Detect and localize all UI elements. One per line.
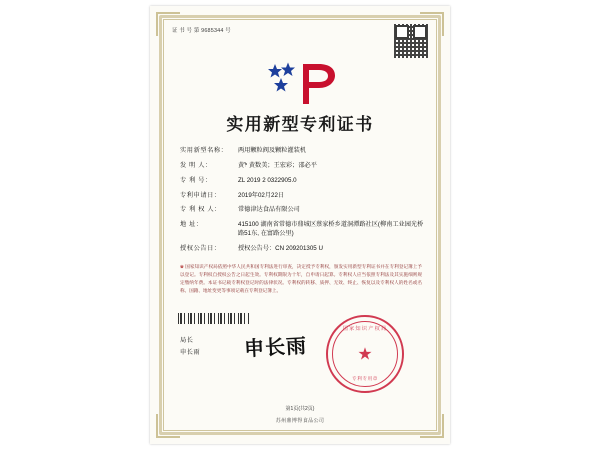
- director-signature-labels: [180, 335, 200, 359]
- notice-body: 国家知识产权局依照中华人民共和国专利法进行审查，决定授予专利权，颁发实用新型专利证书并在专利登记簿上予以登记。专利权自授权公告之日起生效。专利权期限为十年，自申请日起算。专利权人应当依照专利法及其实施细则规定缴纳年费。本证书记载专利权登记时的法律状况。专利权的转移、质押、无效、终止、恢复以及专利权人的姓名或名称、国籍、地址变更等事项记载在专利登记簿上。: [180, 263, 422, 293]
- field-label: 专 利 号：: [180, 176, 212, 184]
- certificate-fields: [170, 147, 430, 253]
- field-label: 实用新型名称：: [180, 147, 228, 154]
- field-row: [180, 162, 426, 170]
- notice-marker-icon: ※: [180, 263, 184, 269]
- field-value: ZL 2019 2 0322905.0: [238, 176, 297, 184]
- field-value: 两用颗粒阀及颗粒灌装机: [238, 147, 307, 154]
- handwritten-signature: 申长雨: [243, 335, 308, 361]
- field-label: 授权公告日：: [180, 244, 221, 252]
- legal-notice-text: [180, 263, 422, 295]
- star-icon: ★: [357, 344, 373, 364]
- director-title-label: 局长: [180, 337, 194, 344]
- page-number: 第1页(共2页): [285, 406, 315, 412]
- field-row: [180, 245, 426, 253]
- field-label: 专 利 权 人：: [180, 206, 221, 214]
- footer-organization: 苏州鼎博得食品公司: [275, 418, 325, 424]
- field-value: 2019年02月22日: [238, 191, 285, 199]
- field-row: [180, 147, 426, 155]
- field-value: 常德津达食品有限公司: [238, 206, 300, 214]
- field-row: [180, 221, 426, 238]
- field-label: 地 址：: [180, 221, 203, 229]
- signature-area: [170, 313, 430, 391]
- certificate-serial-number: 证 书 号 第 9685344 号: [172, 28, 231, 34]
- field-value: 授权公告号：CN 209201305 U: [238, 244, 323, 252]
- field-row: [180, 192, 426, 200]
- page-title: 实用新型专利证书: [226, 115, 374, 134]
- barcode-icon: [178, 313, 250, 324]
- field-row: [180, 177, 426, 185]
- certificate-header-row: [170, 24, 430, 66]
- seal-top-text: 国家知识产权局: [342, 326, 388, 332]
- patent-certificate-sheet: [150, 6, 450, 444]
- certificate-content: [170, 24, 430, 426]
- field-value: 黄෦ 黄数美；王宏彩；邵必平: [238, 161, 317, 169]
- field-value: 415100 湖南省常德市鼎城区蔡家桥乡道洞潭路社区(柳南工业园光桥路51东, 在富路公里): [238, 221, 424, 237]
- field-row: [180, 206, 426, 214]
- qr-code-icon: [394, 24, 428, 58]
- seal-bottom-text: 专利专用章: [352, 376, 378, 381]
- field-label: 专利申请日：: [180, 191, 221, 199]
- patent-emblem-icon: [170, 62, 430, 108]
- director-name-label: 申长雨: [180, 348, 201, 356]
- field-label: 发 明 人：: [180, 161, 212, 169]
- official-seal: [326, 315, 404, 393]
